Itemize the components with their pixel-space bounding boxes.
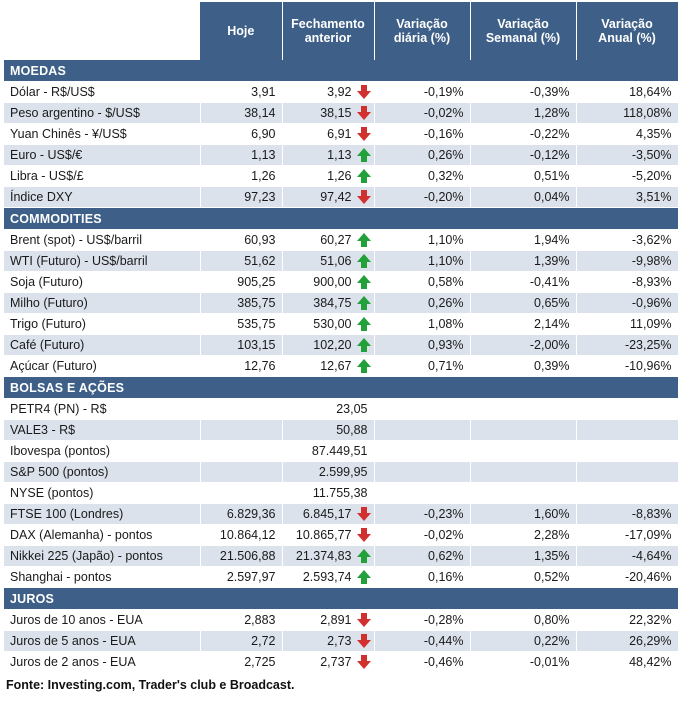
cell-weekly-change: [470, 441, 576, 462]
cell-previous-close: [282, 525, 374, 546]
cell-yearly-change: -3,50%: [576, 145, 678, 166]
cell-previous-close-value: 38,15: [320, 106, 352, 120]
cell-daily-change: 0,58%: [374, 272, 470, 293]
section-title: COMMODITIES: [4, 208, 678, 230]
cell-weekly-change: 1,28%: [470, 103, 576, 124]
cell-previous-close-value: 51,06: [320, 254, 352, 268]
cell-today: 97,23: [200, 187, 282, 208]
cell-previous-close: [282, 420, 374, 441]
cell-previous-close-value: 97,42: [320, 190, 352, 204]
row-label: Milho (Futuro): [4, 293, 200, 314]
row-label: Ibovespa (pontos): [4, 441, 200, 462]
cell-previous-close-value: 102,20: [313, 338, 352, 352]
arrow-up-icon: [357, 253, 371, 269]
arrow-up-icon: [357, 274, 371, 290]
cell-daily-change: -0,16%: [374, 124, 470, 145]
row-label: S&P 500 (pontos): [4, 462, 200, 483]
table-body: [4, 60, 678, 673]
cell-yearly-change: 3,51%: [576, 187, 678, 208]
section-title: JUROS: [4, 588, 678, 610]
cell-today: 60,93: [200, 230, 282, 251]
cell-daily-change: [374, 483, 470, 504]
table-row: [4, 230, 678, 251]
row-label: Brent (spot) - US$/barril: [4, 230, 200, 251]
table-row: [4, 187, 678, 208]
table-header: [4, 2, 678, 60]
cell-previous-close: [282, 610, 374, 631]
cell-today: 535,75: [200, 314, 282, 335]
cell-previous-close: [282, 462, 374, 483]
cell-today: 1,26: [200, 166, 282, 187]
table-row: [4, 103, 678, 124]
cell-daily-change: 0,62%: [374, 546, 470, 567]
row-label: VALE3 - R$: [4, 420, 200, 441]
cell-today: 103,15: [200, 335, 282, 356]
cell-today: 2.597,97: [200, 567, 282, 588]
cell-previous-close-value: 1,26: [327, 169, 352, 183]
cell-previous-close-value: 87.449,51: [311, 444, 368, 458]
table-row: [4, 335, 678, 356]
table-header-row: [4, 2, 678, 60]
cell-daily-change: -0,28%: [374, 610, 470, 631]
cell-today: 51,62: [200, 251, 282, 272]
cell-weekly-change: [470, 399, 576, 420]
arrow-up-icon: [357, 168, 371, 184]
cell-today: 21.506,88: [200, 546, 282, 567]
table-row: [4, 314, 678, 335]
arrow-down-icon: [357, 105, 371, 121]
cell-weekly-change: 0,80%: [470, 610, 576, 631]
column-header-previous-close: Fechamento anterior: [282, 2, 374, 60]
row-label: Café (Futuro): [4, 335, 200, 356]
cell-daily-change: 0,26%: [374, 293, 470, 314]
cell-daily-change: 0,93%: [374, 335, 470, 356]
cell-weekly-change: -0,41%: [470, 272, 576, 293]
cell-previous-close: [282, 187, 374, 208]
cell-weekly-change: -2,00%: [470, 335, 576, 356]
cell-previous-close-value: 2,737: [320, 655, 352, 669]
cell-previous-close-value: 23,05: [336, 402, 368, 416]
cell-today: 6,90: [200, 124, 282, 145]
cell-today: [200, 420, 282, 441]
cell-previous-close: [282, 483, 374, 504]
cell-daily-change: [374, 420, 470, 441]
table-row: [4, 631, 678, 652]
row-label: Índice DXY: [4, 187, 200, 208]
cell-yearly-change: [576, 483, 678, 504]
cell-previous-close: [282, 293, 374, 314]
cell-yearly-change: -10,96%: [576, 356, 678, 377]
cell-yearly-change: -17,09%: [576, 525, 678, 546]
row-label: Juros de 5 anos - EUA: [4, 631, 200, 652]
cell-weekly-change: [470, 462, 576, 483]
table-row: [4, 145, 678, 166]
cell-weekly-change: 0,22%: [470, 631, 576, 652]
cell-previous-close-value: 530,00: [313, 317, 352, 331]
cell-today: [200, 441, 282, 462]
cell-previous-close: [282, 652, 374, 673]
cell-today: 2,725: [200, 652, 282, 673]
arrow-down-icon: [357, 633, 371, 649]
cell-previous-close-value: 60,27: [320, 233, 352, 247]
table-row: [4, 462, 678, 483]
section-header-row: [4, 208, 678, 230]
cell-previous-close: [282, 631, 374, 652]
row-label: Juros de 10 anos - EUA: [4, 610, 200, 631]
table-row: [4, 251, 678, 272]
table-row: [4, 546, 678, 567]
cell-today: 2,72: [200, 631, 282, 652]
table-row: [4, 420, 678, 441]
cell-daily-change: -0,19%: [374, 82, 470, 103]
cell-weekly-change: [470, 483, 576, 504]
cell-weekly-change: 1,60%: [470, 504, 576, 525]
cell-today: 2,883: [200, 610, 282, 631]
cell-weekly-change: [470, 420, 576, 441]
section-header-row: [4, 60, 678, 82]
cell-previous-close: [282, 230, 374, 251]
cell-previous-close-value: 12,67: [320, 359, 352, 373]
cell-previous-close: [282, 166, 374, 187]
cell-weekly-change: 0,39%: [470, 356, 576, 377]
cell-weekly-change: 1,94%: [470, 230, 576, 251]
arrow-up-icon: [357, 569, 371, 585]
cell-today: [200, 399, 282, 420]
cell-previous-close-value: 11.755,38: [312, 486, 368, 500]
row-label: Dólar - R$/US$: [4, 82, 200, 103]
cell-previous-close-value: 900,00: [313, 275, 352, 289]
cell-daily-change: -0,02%: [374, 525, 470, 546]
table-row: [4, 166, 678, 187]
cell-weekly-change: 0,65%: [470, 293, 576, 314]
arrow-down-icon: [357, 527, 371, 543]
source-note: Fonte: Investing.com, Trader's club e Broadcast.: [4, 673, 678, 692]
row-label: PETR4 (PN) - R$: [4, 399, 200, 420]
arrow-down-icon: [357, 189, 371, 205]
cell-previous-close: [282, 441, 374, 462]
cell-previous-close: [282, 272, 374, 293]
cell-yearly-change: 18,64%: [576, 82, 678, 103]
cell-today: 385,75: [200, 293, 282, 314]
cell-daily-change: -0,20%: [374, 187, 470, 208]
column-header-blank: [4, 2, 200, 60]
table-row: [4, 441, 678, 462]
cell-yearly-change: 48,42%: [576, 652, 678, 673]
cell-previous-close: [282, 145, 374, 166]
cell-yearly-change: 22,32%: [576, 610, 678, 631]
cell-weekly-change: 2,14%: [470, 314, 576, 335]
cell-previous-close: [282, 82, 374, 103]
column-header-yearly-change: Variação Anual (%): [576, 2, 678, 60]
cell-today: 3,91: [200, 82, 282, 103]
row-label: Libra - US$/£: [4, 166, 200, 187]
cell-previous-close-value: 6,91: [327, 127, 352, 141]
row-label: FTSE 100 (Londres): [4, 504, 200, 525]
cell-today: 905,25: [200, 272, 282, 293]
cell-yearly-change: -20,46%: [576, 567, 678, 588]
cell-yearly-change: [576, 399, 678, 420]
table-row: [4, 293, 678, 314]
row-label: Açúcar (Futuro): [4, 356, 200, 377]
cell-yearly-change: [576, 441, 678, 462]
table-row: [4, 483, 678, 504]
cell-today: 6.829,36: [200, 504, 282, 525]
row-label: Euro - US$/€: [4, 145, 200, 166]
cell-yearly-change: -9,98%: [576, 251, 678, 272]
cell-previous-close-value: 2.599,95: [318, 465, 368, 479]
row-label: DAX (Alemanha) - pontos: [4, 525, 200, 546]
cell-daily-change: 0,26%: [374, 145, 470, 166]
cell-previous-close-value: 50,88: [336, 423, 368, 437]
cell-daily-change: -0,23%: [374, 504, 470, 525]
cell-previous-close-value: 2,891: [320, 613, 352, 627]
market-data-table: [4, 2, 679, 673]
table-row: [4, 525, 678, 546]
cell-previous-close: [282, 335, 374, 356]
arrow-up-icon: [357, 316, 371, 332]
cell-previous-close: [282, 356, 374, 377]
cell-daily-change: [374, 441, 470, 462]
cell-yearly-change: -8,83%: [576, 504, 678, 525]
cell-daily-change: 1,10%: [374, 251, 470, 272]
cell-previous-close-value: 21.374,83: [295, 549, 352, 563]
cell-previous-close-value: 6.845,17: [302, 507, 352, 521]
cell-yearly-change: 11,09%: [576, 314, 678, 335]
cell-today: 10.864,12: [200, 525, 282, 546]
arrow-up-icon: [357, 358, 371, 374]
cell-yearly-change: 26,29%: [576, 631, 678, 652]
cell-today: 1,13: [200, 145, 282, 166]
row-label: Peso argentino - $/US$: [4, 103, 200, 124]
cell-previous-close-value: 2,73: [327, 634, 352, 648]
cell-previous-close-value: 10.865,77: [295, 528, 352, 542]
cell-daily-change: -0,46%: [374, 652, 470, 673]
section-title: MOEDAS: [4, 60, 678, 82]
cell-previous-close-value: 384,75: [313, 296, 352, 310]
cell-weekly-change: 2,28%: [470, 525, 576, 546]
cell-today: [200, 483, 282, 504]
cell-daily-change: -0,44%: [374, 631, 470, 652]
cell-previous-close-value: 1,13: [327, 148, 352, 162]
table-row: [4, 124, 678, 145]
section-title: BOLSAS E AÇÕES: [4, 377, 678, 399]
cell-previous-close: [282, 504, 374, 525]
row-label: NYSE (pontos): [4, 483, 200, 504]
arrow-down-icon: [357, 612, 371, 628]
table-row: [4, 504, 678, 525]
row-label: Juros de 2 anos - EUA: [4, 652, 200, 673]
cell-yearly-change: -8,93%: [576, 272, 678, 293]
cell-daily-change: 0,71%: [374, 356, 470, 377]
arrow-up-icon: [357, 337, 371, 353]
table-row: [4, 399, 678, 420]
cell-today: [200, 462, 282, 483]
arrow-down-icon: [357, 84, 371, 100]
arrow-up-icon: [357, 548, 371, 564]
cell-yearly-change: -0,96%: [576, 293, 678, 314]
cell-previous-close: [282, 399, 374, 420]
cell-daily-change: 0,16%: [374, 567, 470, 588]
cell-previous-close-value: 3,92: [327, 85, 352, 99]
cell-today: 38,14: [200, 103, 282, 124]
cell-yearly-change: 4,35%: [576, 124, 678, 145]
cell-yearly-change: [576, 420, 678, 441]
cell-yearly-change: -4,64%: [576, 546, 678, 567]
cell-previous-close: [282, 314, 374, 335]
column-header-today: Hoje: [200, 2, 282, 60]
table-row: [4, 652, 678, 673]
cell-weekly-change: -0,22%: [470, 124, 576, 145]
table-row: [4, 610, 678, 631]
row-label: WTI (Futuro) - US$/barril: [4, 251, 200, 272]
cell-weekly-change: 0,52%: [470, 567, 576, 588]
row-label: Yuan Chinês - ¥/US$: [4, 124, 200, 145]
column-header-daily-change: Variação diária (%): [374, 2, 470, 60]
section-header-row: [4, 377, 678, 399]
section-header-row: [4, 588, 678, 610]
row-label: Nikkei 225 (Japão) - pontos: [4, 546, 200, 567]
cell-weekly-change: 1,35%: [470, 546, 576, 567]
cell-yearly-change: 118,08%: [576, 103, 678, 124]
cell-weekly-change: 0,51%: [470, 166, 576, 187]
row-label: Soja (Futuro): [4, 272, 200, 293]
arrow-down-icon: [357, 506, 371, 522]
column-header-weekly-change: Variação Semanal (%): [470, 2, 576, 60]
cell-previous-close: [282, 103, 374, 124]
cell-previous-close: [282, 567, 374, 588]
cell-previous-close-value: 2.593,74: [302, 570, 352, 584]
cell-daily-change: [374, 462, 470, 483]
cell-weekly-change: -0,39%: [470, 82, 576, 103]
arrow-down-icon: [357, 126, 371, 142]
cell-previous-close: [282, 546, 374, 567]
row-label: Trigo (Futuro): [4, 314, 200, 335]
cell-daily-change: -0,02%: [374, 103, 470, 124]
arrow-up-icon: [357, 147, 371, 163]
arrow-up-icon: [357, 232, 371, 248]
table-row: [4, 356, 678, 377]
cell-daily-change: [374, 399, 470, 420]
row-label: Shanghai - pontos: [4, 567, 200, 588]
cell-weekly-change: -0,01%: [470, 652, 576, 673]
cell-yearly-change: -23,25%: [576, 335, 678, 356]
cell-weekly-change: 1,39%: [470, 251, 576, 272]
arrow-up-icon: [357, 295, 371, 311]
cell-yearly-change: -5,20%: [576, 166, 678, 187]
table-row: [4, 567, 678, 588]
cell-weekly-change: -0,12%: [470, 145, 576, 166]
cell-daily-change: 0,32%: [374, 166, 470, 187]
cell-yearly-change: [576, 462, 678, 483]
arrow-down-icon: [357, 654, 371, 670]
cell-weekly-change: 0,04%: [470, 187, 576, 208]
cell-daily-change: 1,10%: [374, 230, 470, 251]
table-row: [4, 82, 678, 103]
cell-previous-close: [282, 124, 374, 145]
cell-daily-change: 1,08%: [374, 314, 470, 335]
table-row: [4, 272, 678, 293]
cell-today: 12,76: [200, 356, 282, 377]
cell-previous-close: [282, 251, 374, 272]
cell-yearly-change: -3,62%: [576, 230, 678, 251]
